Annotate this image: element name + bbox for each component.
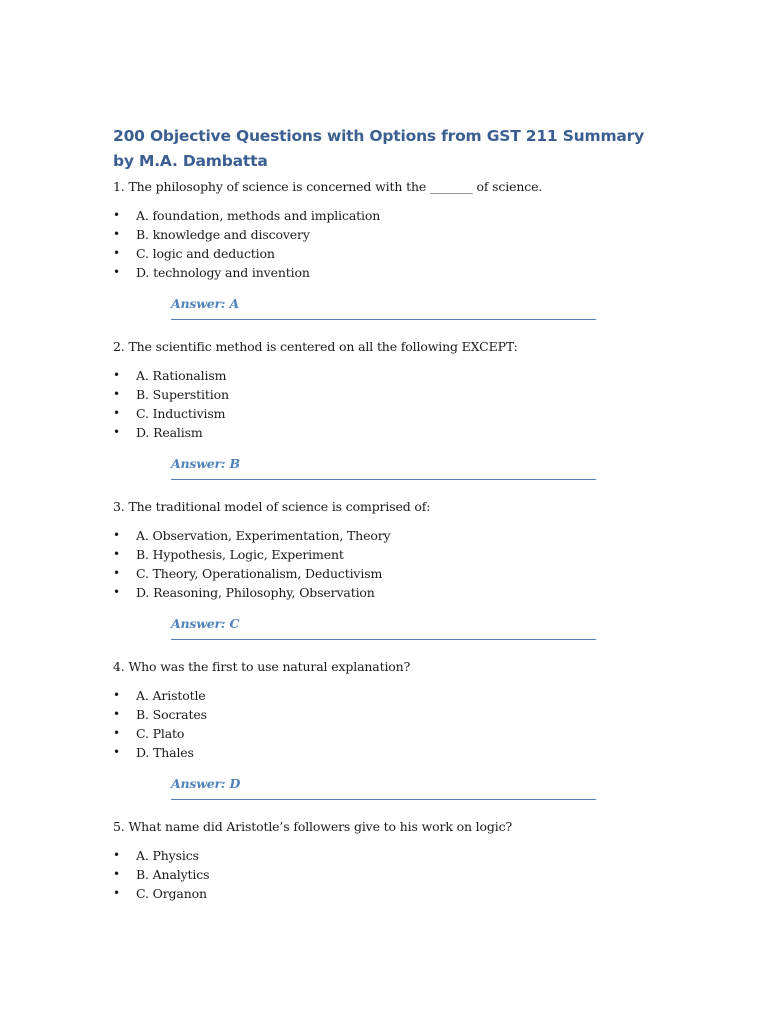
question-text: 4. Who was the first to use natural explanation? xyxy=(113,659,411,674)
question-text: 2. The scientific method is centered on all the following EXCEPT: xyxy=(113,339,518,354)
option-item xyxy=(113,724,653,743)
option-item xyxy=(113,385,653,404)
answer-text: Answer: B xyxy=(171,456,240,471)
answer-block xyxy=(171,615,596,640)
option-item xyxy=(113,743,653,762)
bullet-icon: • xyxy=(113,688,120,702)
question-text: 3. The traditional model of science is comprised of: xyxy=(113,499,431,514)
options-list xyxy=(113,846,653,903)
option-label: A. Observation, Experimentation, Theory xyxy=(136,528,391,543)
bullet-icon: • xyxy=(113,886,120,900)
bullet-icon: • xyxy=(113,208,120,222)
bullet-icon: • xyxy=(113,387,120,401)
options-list xyxy=(113,526,653,602)
option-item xyxy=(113,263,653,282)
bullet-icon: • xyxy=(113,227,120,241)
question-1 xyxy=(113,177,653,337)
bullet-icon: • xyxy=(113,848,120,862)
option-item xyxy=(113,404,653,423)
document-title: 200 Objective Questions with Options from GST 211 Summary by M.A. Dambatta xyxy=(113,127,645,170)
question-4 xyxy=(113,657,653,817)
option-label: A. foundation, methods and implication xyxy=(136,208,381,223)
bullet-icon: • xyxy=(113,425,120,439)
bullet-icon: • xyxy=(113,726,120,740)
option-label: B. Analytics xyxy=(136,867,210,882)
answer-text: Answer: D xyxy=(171,776,241,791)
option-label: C. Inductivism xyxy=(136,406,226,421)
option-label: A. Aristotle xyxy=(136,688,206,703)
bullet-icon: • xyxy=(113,585,120,599)
option-label: D. technology and invention xyxy=(136,265,310,280)
bullet-icon: • xyxy=(113,566,120,580)
bullet-icon: • xyxy=(113,528,120,542)
option-item xyxy=(113,225,653,244)
bullet-icon: • xyxy=(113,547,120,561)
question-text: 1. The philosophy of science is concerned with the _______ of science. xyxy=(113,179,543,194)
question-5 xyxy=(113,817,653,903)
answer-block xyxy=(171,455,596,480)
option-label: D. Thales xyxy=(136,745,194,760)
answer-text: Answer: C xyxy=(171,616,240,631)
option-item xyxy=(113,705,653,724)
bullet-icon: • xyxy=(113,745,120,759)
bullet-icon: • xyxy=(113,246,120,260)
option-item xyxy=(113,686,653,705)
bullet-icon: • xyxy=(113,707,120,721)
option-item xyxy=(113,884,653,903)
option-label: B. Socrates xyxy=(136,707,207,722)
option-label: D. Reasoning, Philosophy, Observation xyxy=(136,585,375,600)
option-item xyxy=(113,206,653,225)
answer-block xyxy=(171,775,596,800)
option-item xyxy=(113,865,653,884)
answer-block xyxy=(171,295,596,320)
option-label: A. Rationalism xyxy=(136,368,227,383)
question-text: 5. What name did Aristotle’s followers give to his work on logic? xyxy=(113,819,512,834)
option-label: C. Plato xyxy=(136,726,185,741)
bullet-icon: • xyxy=(113,867,120,881)
option-item xyxy=(113,244,653,263)
option-item xyxy=(113,423,653,442)
question-2 xyxy=(113,337,653,497)
bullet-icon: • xyxy=(113,406,120,420)
option-label: B. Superstition xyxy=(136,387,229,402)
option-item xyxy=(113,564,653,583)
option-item xyxy=(113,366,653,385)
option-item xyxy=(113,545,653,564)
option-label: B. Hypothesis, Logic, Experiment xyxy=(136,547,344,562)
document-body xyxy=(113,124,653,903)
option-label: C. Theory, Operationalism, Deductivism xyxy=(136,566,383,581)
option-item xyxy=(113,583,653,602)
answer-text: Answer: A xyxy=(171,296,239,311)
options-list xyxy=(113,366,653,442)
option-label: B. knowledge and discovery xyxy=(136,227,310,242)
option-label: C. logic and deduction xyxy=(136,246,275,261)
option-label: D. Realism xyxy=(136,425,203,440)
option-item xyxy=(113,846,653,865)
options-list xyxy=(113,686,653,762)
bullet-icon: • xyxy=(113,265,120,279)
option-item xyxy=(113,526,653,545)
options-list xyxy=(113,206,653,282)
question-3 xyxy=(113,497,653,657)
bullet-icon: • xyxy=(113,368,120,382)
option-label: C. Organon xyxy=(136,886,207,901)
option-label: A. Physics xyxy=(136,848,199,863)
